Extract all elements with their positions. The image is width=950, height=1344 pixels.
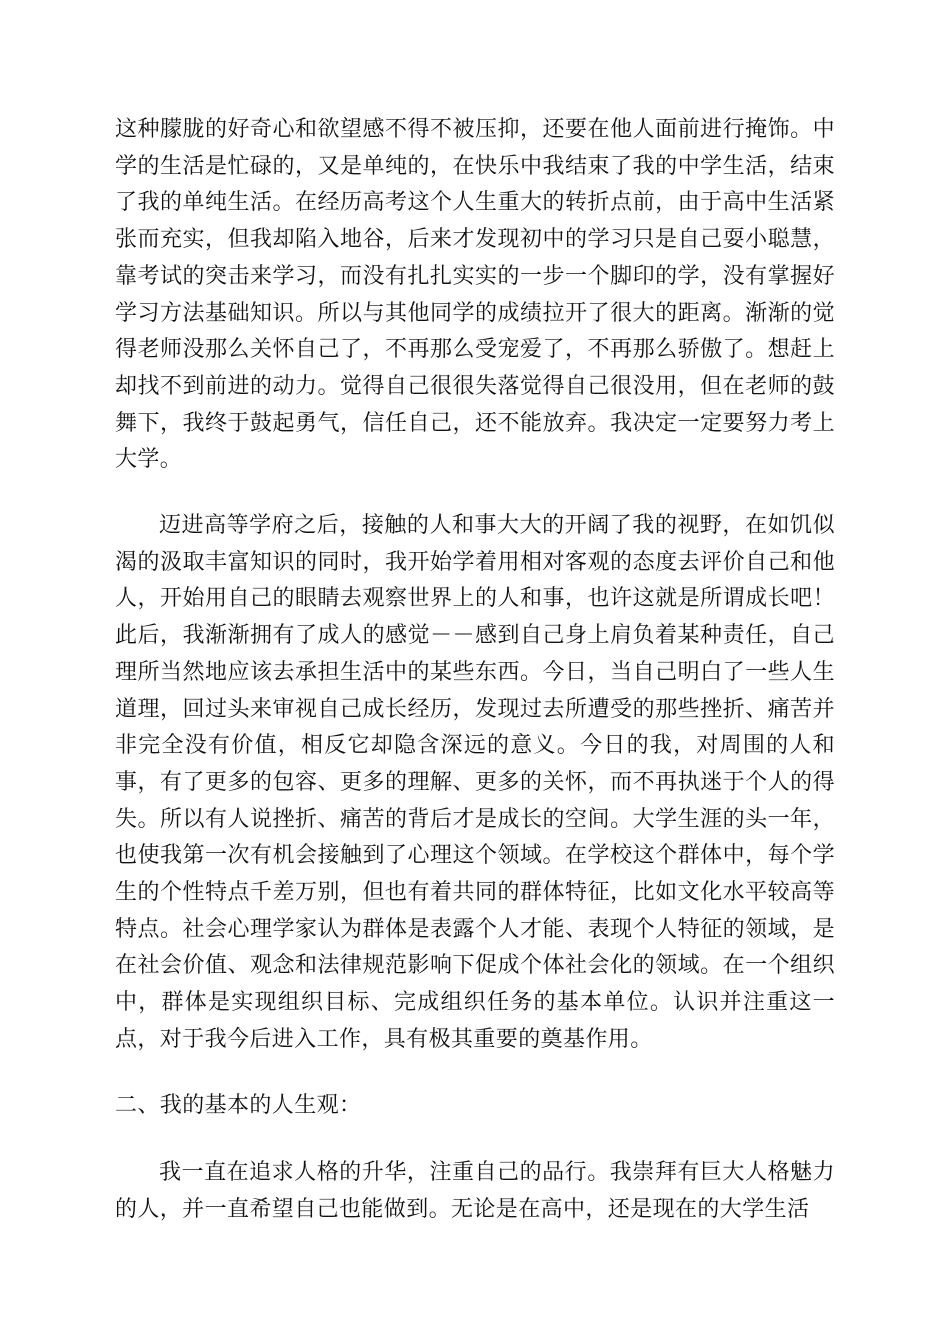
paragraph-2: 迈进高等学府之后，接触的人和事大大的开阔了我的视野，在如饥似渴的汲取丰富知识的同时，我开始学着用相对客观的态度去评价自己和他人，开始用自己的眼睛去观察世界上的人和事，也许这就是所谓成长吧！此后，我渐渐拥有了成人的感觉－－感到自己身上肩负着某种责任，自己理所当然地应该去承担生活中的某些东西。今日，当自己明白了一些人生道理，回过头来审视自己成长经历，发现过去所遭受的那些挫折、痛苦并非完全没有价值，相反它却隐含深远的意义。今日的我，对周围的人和事，有了更多的包容、更多的理解、更多的关怀，而不再执迷于个人的得失。所以有人说挫折、痛苦的背后才是成长的空间。大学生涯的头一年，也使我第一次有机会接触到了心理这个领域。在学校这个群体中，每个学生的个性特点千差万别，但也有着共同的群体特征，比如文化水平较高等特点。社会心理学家认为群体是表露个人才能、表现个人特征的领域，是在社会价值、观念和法律规范影响下促成个体社会化的领域。在一个组织中，群体是实现组织目标、完成组织任务的基本单位。认识并注重这一点，对于我今后进入工作，具有极其重要的奠基作用。: [115, 513, 835, 1052]
section-heading: 二、我的基本的人生观：: [115, 1093, 362, 1118]
paragraph-3: 我一直在追求人格的升华，注重自己的品行。我崇拜有巨大人格魅力的人，并一直希望自己也能做到。无论是在高中，还是现在的大学生活: [115, 1160, 835, 1222]
paragraph-1: 这种朦胧的好奇心和欲望感不得不被压抑，还要在他人面前进行掩饰。中学的生活是忙碌的，又是单纯的，在快乐中我结束了我的中学生活，结束了我的单纯生活。在经历高考这个人生重大的转折点前，由于高中生活紧张而充实，但我却陷入地谷，后来才发现初中的学习只是自己耍小聪慧，靠考试的突击来学习，而没有扎扎实实的一步一个脚印的学，没有掌握好学习方法基础知识。所以与其他同学的成绩拉开了很大的距离。渐渐的觉得老师没那么关怀自己了，不再那么受宠爱了，不再那么骄傲了。想赶上却找不到前进的动力。觉得自己很很失落觉得自己很没用，但在老师的鼓舞下，我终于鼓起勇气，信任自己，还不能放弃。我决定一定要努力考上大学。: [115, 117, 835, 473]
